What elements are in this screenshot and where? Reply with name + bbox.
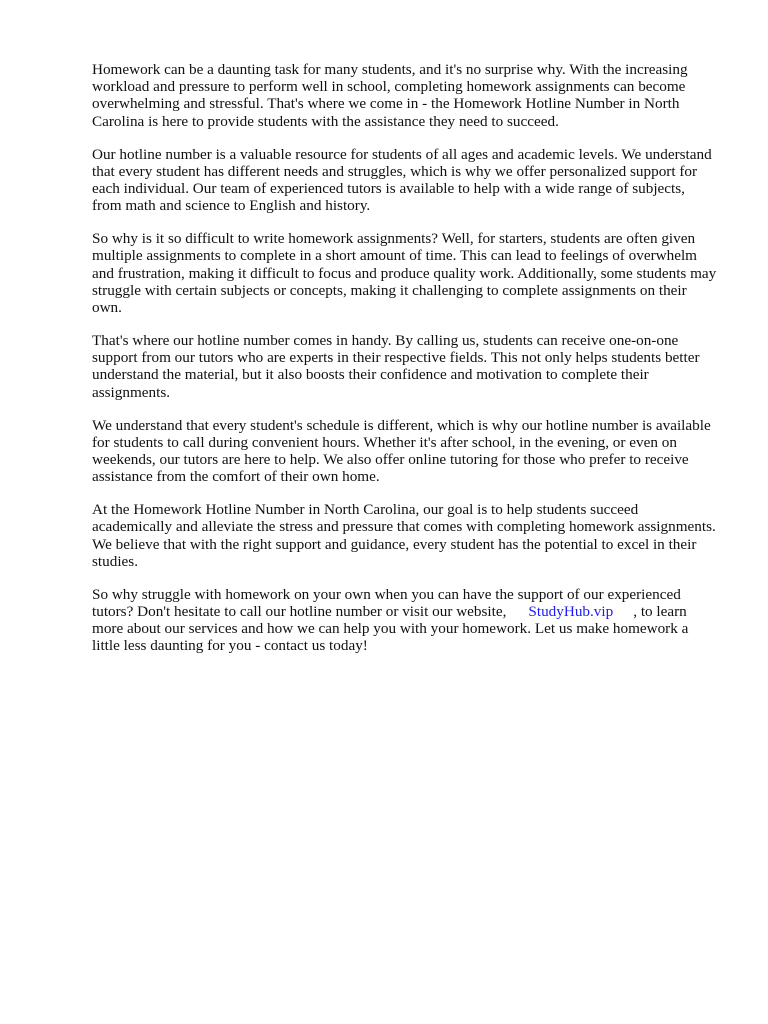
paragraph-schedule: We understand that every student's schedule is different, which is why our hotline number is available for students to call during convenient hours. Whether it's after school, in the evening, or even on weekends, our tutors are here to help. We also offer online tutoring for those who prefer to receive assistance from the comfort of their own home.	[92, 416, 711, 486]
closing-text-after-link: , to learn more about our services and how we can help you with your homework. Let us make homework a little less daunting for you - contact us today!	[92, 603, 689, 655]
paragraph-hotline-resource: Our hotline number is a valuable resource for students of all ages and academic levels. We understand that every student has different needs and struggles, which is why we offer personalized support for each individual. Our team of experienced tutors is available to help with a wide range of subjects, from math and science to English and history.	[92, 145, 712, 215]
closing-text-before-link: So why struggle with homework on your own when you can have the support of our experienced tutors? Don't hesitate to call our hotline number or visit our website,	[92, 585, 681, 621]
paragraph-goal: At the Homework Hotline Number in North Carolina, our goal is to help students succeed academically and alleviate the stress and pressure that comes with completing homework assignments. We believe that with the right support and guidance, every student has the potential to excel in their studies.	[92, 501, 716, 570]
paragraph-closing	[92, 586, 717, 655]
paragraph-intro: Homework can be a daunting task for many students, and it's no surprise why. With the increasing workload and pressure to perform well in school, completing homework assignments can become overwhelming and stressful. That's where we come in - the Homework Hotline Number in North Carolina is here to provide students with the assistance they need to succeed.	[92, 61, 688, 130]
paragraph-difficulty: So why is it so difficult to write homework assignments? Well, for starters, students are often given multiple assignments to complete in a short amount of time. This can lead to feelings of overwhelm and frustration, making it difficult to focus and produce quality work. Additionally, some students may struggle with certain subjects or concepts, making it challenging to complete assignments on their own.	[92, 230, 717, 317]
website-link[interactable]: StudyHub.vip	[528, 603, 614, 621]
document-body	[92, 61, 717, 670]
paragraph-hotline-handy: That's where our hotline number comes in handy. By calling us, students can receive one-on-one support from our tutors who are experts in their respective fields. This not only helps students better understand the material, but it also boosts their confidence and motivation to complete their assignments.	[92, 332, 700, 401]
